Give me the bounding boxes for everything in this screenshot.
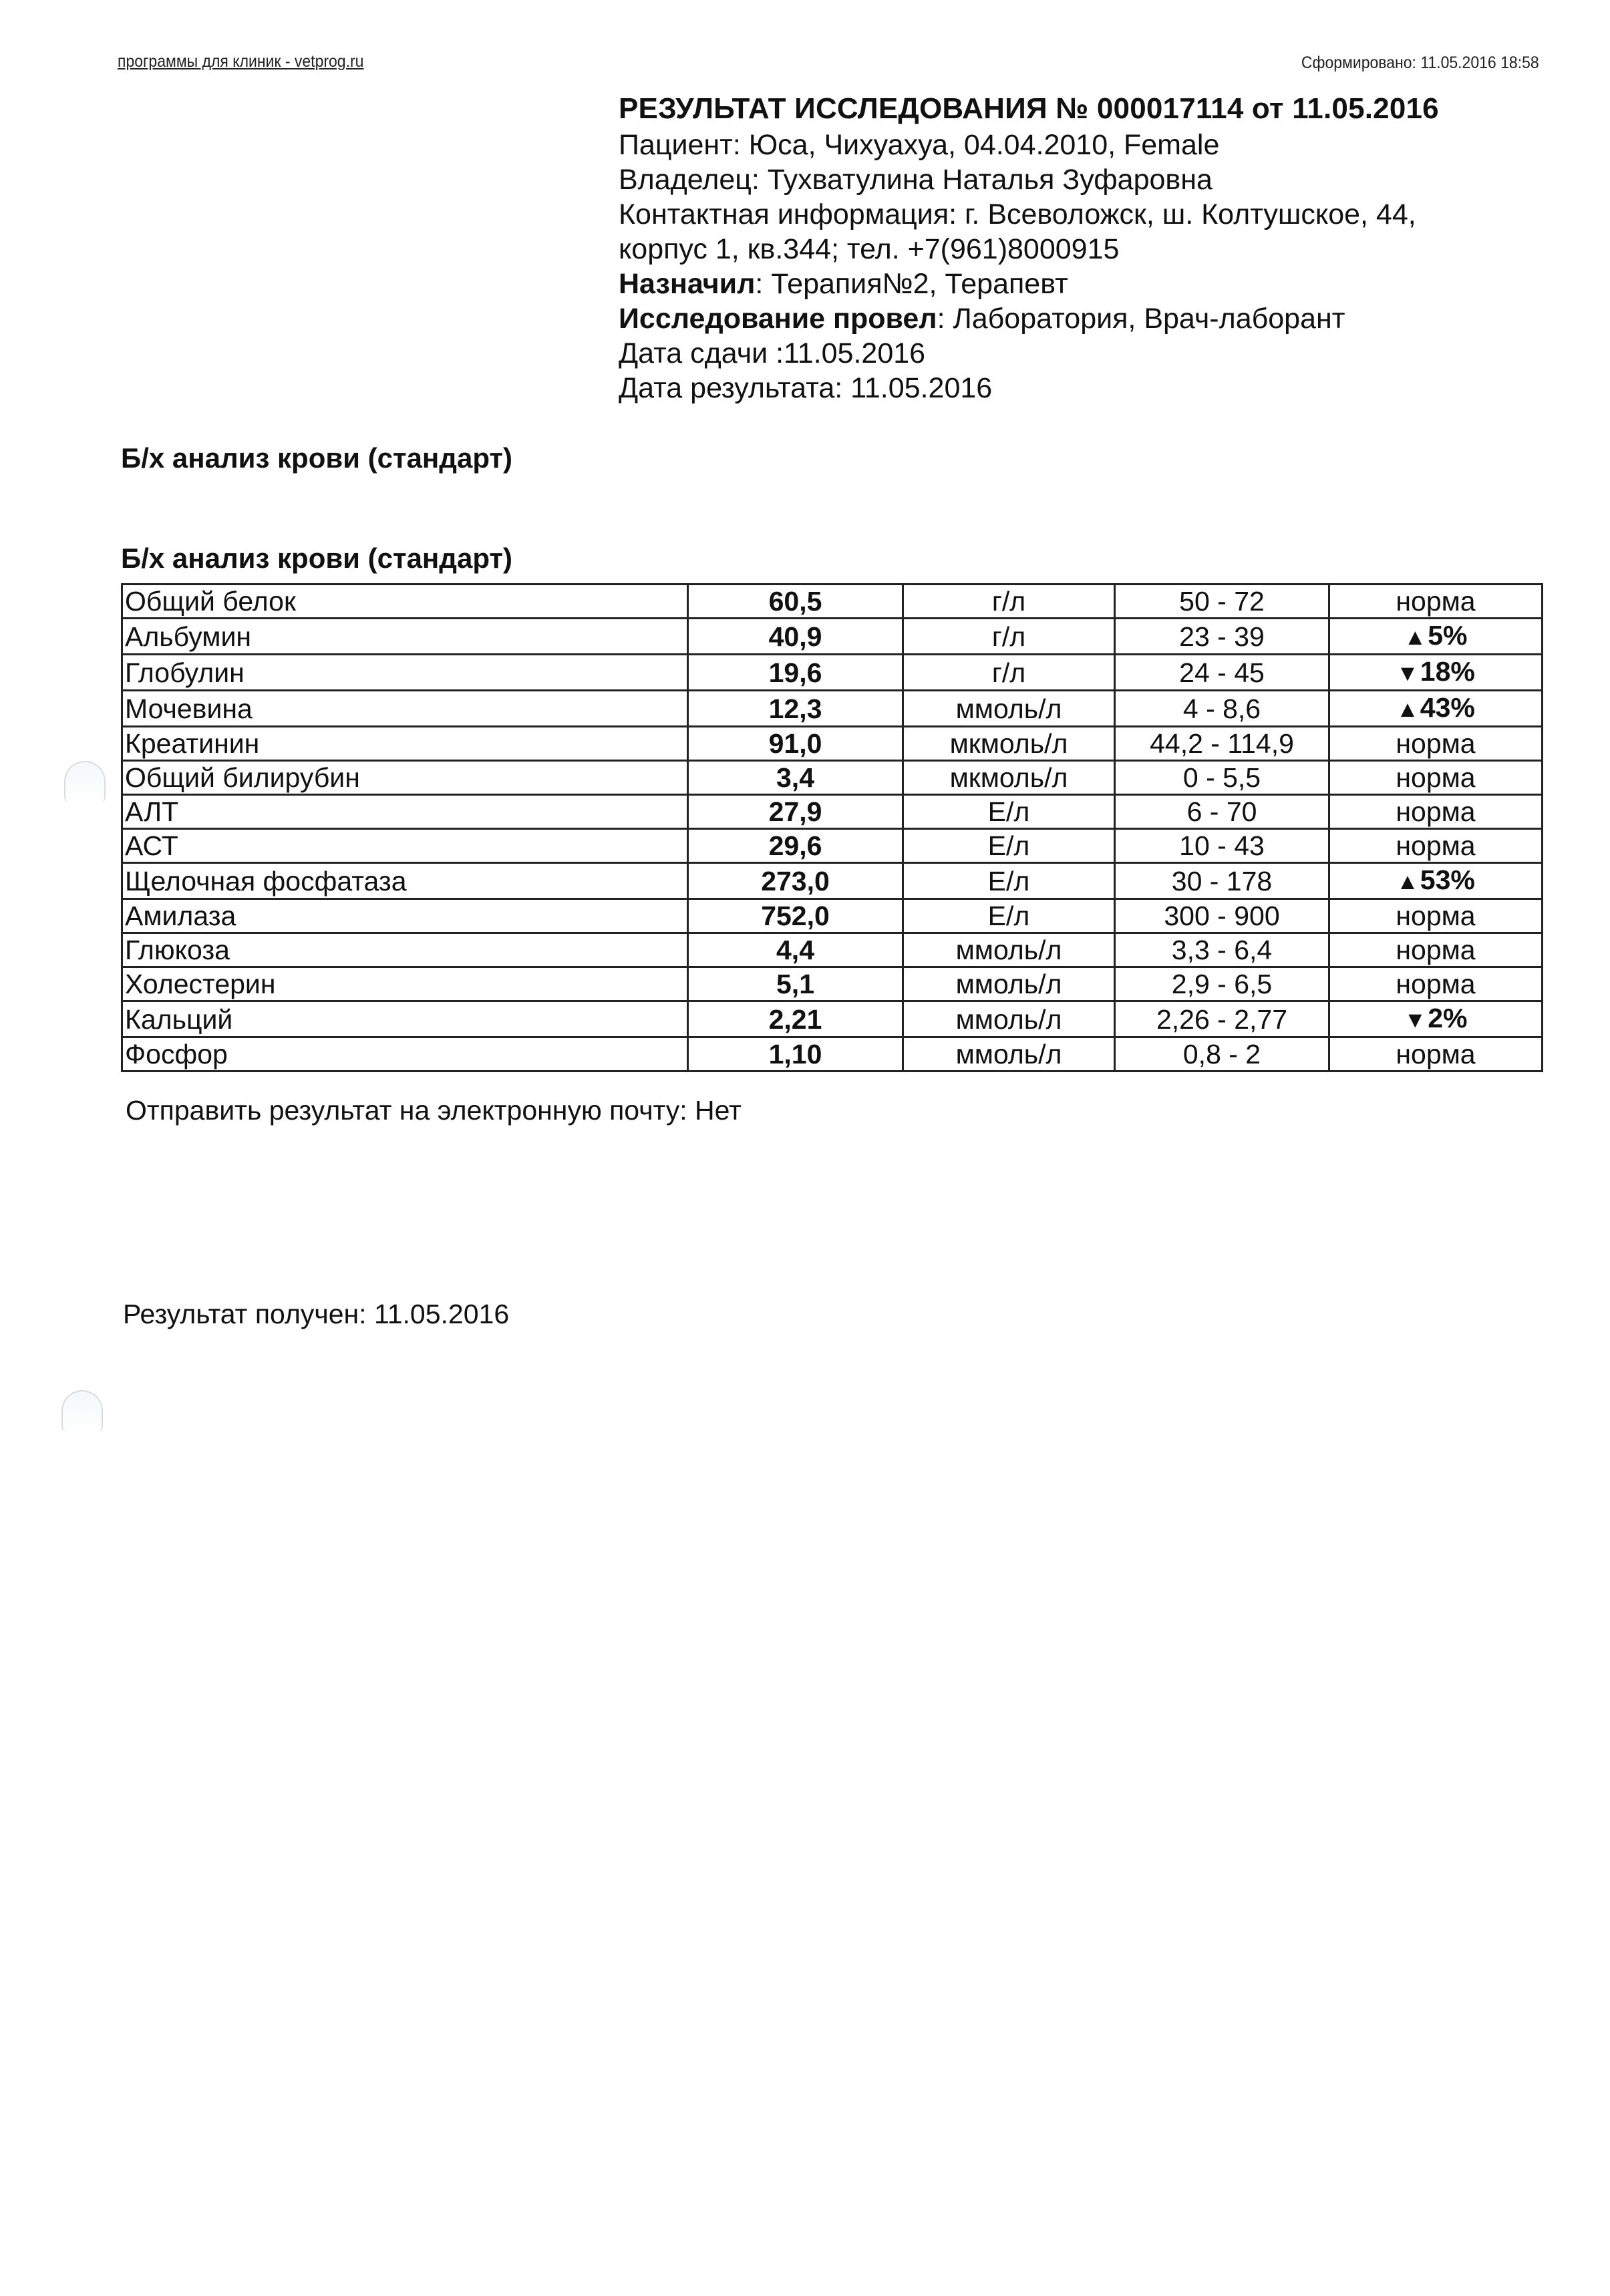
site-link[interactable]: программы для клиник - vetprog.ru	[118, 52, 364, 71]
table-row	[122, 1001, 1543, 1037]
test-name: Холестерин	[122, 967, 688, 1001]
table-row	[122, 795, 1543, 829]
test-unit: г/л	[903, 655, 1115, 691]
test-name: Креатинин	[122, 727, 688, 761]
status-text: норма	[1396, 1039, 1476, 1070]
test-value: 1,10	[688, 1037, 903, 1072]
test-reference-range: 0 - 5,5	[1115, 761, 1329, 795]
test-name: Глюкоза	[122, 933, 688, 967]
test-unit: Е/л	[903, 829, 1115, 863]
test-unit: г/л	[903, 619, 1115, 655]
table-row	[122, 967, 1543, 1001]
test-reference-range: 44,2 - 114,9	[1115, 727, 1329, 761]
table-row	[122, 585, 1543, 619]
test-status	[1329, 761, 1543, 795]
test-reference-range: 50 - 72	[1115, 585, 1329, 619]
test-name: Общий белок	[122, 585, 688, 619]
test-value: 12,3	[688, 691, 903, 727]
patient-info: Пациент: Юса, Чихуахуа, 04.04.2010, Female	[619, 129, 1220, 161]
status-text: норма	[1396, 830, 1476, 861]
test-reference-range: 2,26 - 2,77	[1115, 1001, 1329, 1037]
owner-info: Владелец: Тухватулина Наталья Зуфаровна	[619, 164, 1213, 196]
test-status	[1329, 863, 1543, 899]
result-received: Результат получен: 11.05.2016	[123, 1299, 510, 1329]
table-row	[122, 691, 1543, 727]
test-reference-range: 6 - 70	[1115, 795, 1329, 829]
test-name: Общий билирубин	[122, 761, 688, 795]
punch-hole-mark	[61, 1390, 103, 1432]
test-status	[1329, 619, 1543, 655]
test-status	[1329, 899, 1543, 933]
test-reference-range: 300 - 900	[1115, 899, 1329, 933]
test-reference-range: 23 - 39	[1115, 619, 1329, 655]
deviation-percent: 2%	[1428, 1003, 1468, 1033]
deviation-percent: 5%	[1428, 620, 1468, 651]
results-table	[121, 583, 1543, 1072]
test-reference-range: 24 - 45	[1115, 655, 1329, 691]
test-status	[1329, 1037, 1543, 1072]
deviation-percent: 18%	[1420, 656, 1475, 687]
test-value: 29,6	[688, 829, 903, 863]
test-reference-range: 10 - 43	[1115, 829, 1329, 863]
test-name: Кальций	[122, 1001, 688, 1037]
test-unit: Е/л	[903, 899, 1115, 933]
test-value: 91,0	[688, 727, 903, 761]
test-unit: мкмоль/л	[903, 727, 1115, 761]
arrow-down-icon: ▼	[1396, 661, 1419, 686]
test-value: 273,0	[688, 863, 903, 899]
table-row	[122, 863, 1543, 899]
test-value: 27,9	[688, 795, 903, 829]
report-title: РЕЗУЛЬТАТ ИССЛЕДОВАНИЯ № 000017114 от 11.05.2016	[619, 92, 1439, 125]
test-unit: ммоль/л	[903, 967, 1115, 1001]
test-value: 752,0	[688, 899, 903, 933]
test-status	[1329, 829, 1543, 863]
test-unit: ммоль/л	[903, 1037, 1115, 1072]
test-name: Щелочная фосфатаза	[122, 863, 688, 899]
test-value: 3,4	[688, 761, 903, 795]
test-status	[1329, 585, 1543, 619]
table-row	[122, 1037, 1543, 1072]
arrow-up-icon: ▲	[1396, 697, 1419, 722]
performed-value: : Лаборатория, Врач-лаборант	[937, 303, 1345, 335]
test-reference-range: 30 - 178	[1115, 863, 1329, 899]
test-status	[1329, 967, 1543, 1001]
contact-info-line2: корпус 1, кв.344; тел. +7(961)8000915	[619, 233, 1120, 265]
table-row	[122, 655, 1543, 691]
result-date: Дата результата: 11.05.2016	[619, 372, 993, 404]
test-name: Фосфор	[122, 1037, 688, 1072]
deviation-percent: 53%	[1420, 864, 1475, 895]
test-value: 4,4	[688, 933, 903, 967]
test-value: 19,6	[688, 655, 903, 691]
test-unit: ммоль/л	[903, 933, 1115, 967]
prescribed-value: : Терапия№2, Терапевт	[755, 268, 1068, 300]
status-text: норма	[1396, 935, 1476, 965]
test-value: 40,9	[688, 619, 903, 655]
table-row	[122, 933, 1543, 967]
test-reference-range: 4 - 8,6	[1115, 691, 1329, 727]
status-text: норма	[1396, 728, 1476, 759]
test-unit: ммоль/л	[903, 691, 1115, 727]
email-send-label: Отправить результат на электронную почту:	[126, 1095, 687, 1126]
test-reference-range: 0,8 - 2	[1115, 1037, 1329, 1072]
prescribed-by	[619, 267, 1554, 301]
test-name: Амилаза	[122, 899, 688, 933]
status-text: норма	[1396, 586, 1476, 617]
arrow-up-icon: ▲	[1404, 625, 1427, 650]
email-send-value: Нет	[695, 1095, 742, 1126]
test-status	[1329, 1001, 1543, 1037]
performed-by	[619, 301, 1554, 336]
test-unit: ммоль/л	[903, 1001, 1115, 1037]
test-value: 5,1	[688, 967, 903, 1001]
submit-date: Дата сдачи :11.05.2016	[619, 337, 926, 369]
test-status	[1329, 655, 1543, 691]
arrow-up-icon: ▲	[1396, 869, 1419, 894]
performed-label: Исследование провел	[619, 303, 937, 335]
test-name: Мочевина	[122, 691, 688, 727]
table-row	[122, 619, 1543, 655]
test-name: АСТ	[122, 829, 688, 863]
deviation-percent: 43%	[1420, 692, 1475, 723]
prescribed-label: Назначил	[619, 268, 756, 300]
test-status	[1329, 727, 1543, 761]
test-status	[1329, 933, 1543, 967]
test-value: 60,5	[688, 585, 903, 619]
contact-info-line1: Контактная информация: г. Всеволожск, ш. Колтушское, 44,	[619, 198, 1416, 230]
table-row	[122, 829, 1543, 863]
section-title: Б/х анализ крови (стандарт)	[121, 442, 512, 474]
report-header	[619, 90, 1554, 405]
table-row	[122, 761, 1543, 795]
test-name: АЛТ	[122, 795, 688, 829]
table-row	[122, 727, 1543, 761]
arrow-down-icon: ▼	[1404, 1007, 1427, 1033]
test-status	[1329, 795, 1543, 829]
test-status	[1329, 691, 1543, 727]
test-name: Альбумин	[122, 619, 688, 655]
test-unit: Е/л	[903, 863, 1115, 899]
test-name: Глобулин	[122, 655, 688, 691]
table-row	[122, 899, 1543, 933]
status-text: норма	[1396, 796, 1476, 827]
test-unit: мкмоль/л	[903, 761, 1115, 795]
punch-hole-mark	[64, 761, 106, 802]
test-unit: Е/л	[903, 795, 1115, 829]
status-text: норма	[1396, 762, 1476, 793]
table-title: Б/х анализ крови (стандарт)	[121, 542, 512, 574]
test-unit: г/л	[903, 585, 1115, 619]
test-value: 2,21	[688, 1001, 903, 1037]
test-reference-range: 3,3 - 6,4	[1115, 933, 1329, 967]
generated-timestamp: Сформировано: 11.05.2016 18:58	[1301, 53, 1539, 72]
status-text: норма	[1396, 969, 1476, 999]
test-reference-range: 2,9 - 6,5	[1115, 967, 1329, 1001]
status-text: норма	[1396, 900, 1476, 931]
